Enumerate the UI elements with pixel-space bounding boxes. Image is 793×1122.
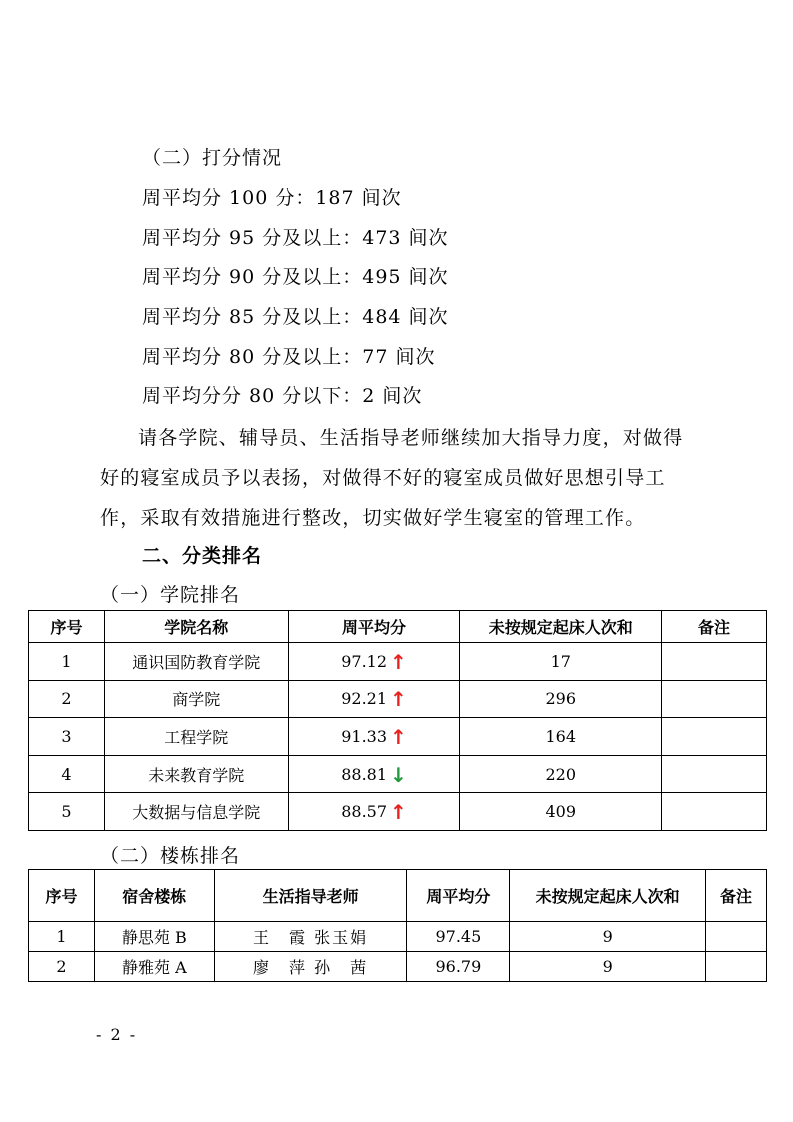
cell-avg-score [288,718,460,756]
table-row [29,755,767,793]
score-line-3: 周平均分 90 分及以上：495 间次 [142,266,449,288]
cell-no: 2 [29,680,105,718]
cell-late-count: 9 [510,922,706,952]
header-teachers: 生活指导老师 [214,870,407,922]
cell-avg-score: 97.45 [407,922,510,952]
ranking-heading: 二、分类排名 [142,545,263,567]
scoring-heading: （二）打分情况 [142,147,283,169]
cell-college-name: 大数据与信息学院 [104,793,288,831]
cell-college-name: 商学院 [104,680,288,718]
score-line-4: 周平均分 85 分及以上：484 间次 [142,306,449,328]
cell-building: 静雅苑 A [94,952,214,982]
cell-late-count: 296 [460,680,662,718]
cell-late-count: 409 [460,793,662,831]
cell-late-count: 164 [460,718,662,756]
score-line-1: 周平均分 100 分：187 间次 [142,187,402,209]
header-note: 备注 [706,870,767,922]
cell-avg-score: 96.79 [407,952,510,982]
table-header-row [29,611,767,643]
score-value: 88.57 [341,802,388,822]
cell-college-name: 未来教育学院 [104,755,288,793]
cell-college-name: 通识国防教育学院 [104,643,288,681]
cell-no: 1 [29,643,105,681]
college-ranking-table [28,610,767,831]
table-row [29,922,767,952]
table-row [29,680,767,718]
header-avg-score: 周平均分 [407,870,510,922]
cell-no: 3 [29,718,105,756]
cell-avg-score [288,755,460,793]
table-row [29,793,767,831]
cell-note [662,718,767,756]
header-avg-score: 周平均分 [288,611,460,643]
cell-avg-score [288,643,460,681]
cell-late-count: 9 [510,952,706,982]
header-late-count: 未按规定起床人次和 [510,870,706,922]
header-note: 备注 [662,611,767,643]
cell-note [662,755,767,793]
score-value: 88.81 [341,764,388,784]
header-no: 序号 [29,870,95,922]
cell-avg-score [288,680,460,718]
header-late-count: 未按规定起床人次和 [460,611,662,643]
instruction-paragraph: 请各学院、辅导员、生活指导老师继续加大指导力度，对做得好的寝室成员予以表扬，对做得不好的寝室成员做好思想引导工作，采取有效措施进行整改，切实做好学生寝室的管理工作。 [100,427,684,529]
cell-late-count: 220 [460,755,662,793]
cell-no: 5 [29,793,105,831]
trend-up-icon: ↑ [390,724,407,749]
building-ranking-subheading: （二）楼栋排名 [100,845,241,867]
cell-note [706,922,767,952]
table-row [29,952,767,982]
cell-note [662,643,767,681]
cell-note [706,952,767,982]
score-value: 97.12 [341,651,388,671]
score-value: 91.33 [341,726,388,746]
table-row [29,718,767,756]
trend-up-icon: ↑ [390,649,407,674]
score-line-6: 周平均分分 80 分以下：2 间次 [142,385,423,407]
header-college-name: 学院名称 [104,611,288,643]
cell-no: 4 [29,755,105,793]
college-ranking-subheading: （一）学院排名 [100,584,241,606]
cell-teachers: 廖 萍 孙 茜 [214,952,407,982]
table-header-row [29,870,767,922]
header-no: 序号 [29,611,105,643]
cell-teachers: 王 霞 张玉娟 [214,922,407,952]
trend-down-icon: ↓ [390,762,407,787]
table-row [29,643,767,681]
score-line-2: 周平均分 95 分及以上：473 间次 [142,227,449,249]
cell-avg-score [288,793,460,831]
score-value: 92.21 [341,689,388,709]
cell-no: 1 [29,922,95,952]
score-line-5: 周平均分 80 分及以上：77 间次 [142,346,436,368]
cell-note [662,680,767,718]
cell-building: 静思苑 B [94,922,214,952]
cell-college-name: 工程学院 [104,718,288,756]
cell-note [662,793,767,831]
trend-up-icon: ↑ [390,687,407,712]
cell-late-count: 17 [460,643,662,681]
header-building: 宿舍楼栋 [94,870,214,922]
building-ranking-table [28,869,767,982]
trend-up-icon: ↑ [390,800,407,825]
cell-no: 2 [29,952,95,982]
page-number: - 2 - [96,1025,138,1044]
